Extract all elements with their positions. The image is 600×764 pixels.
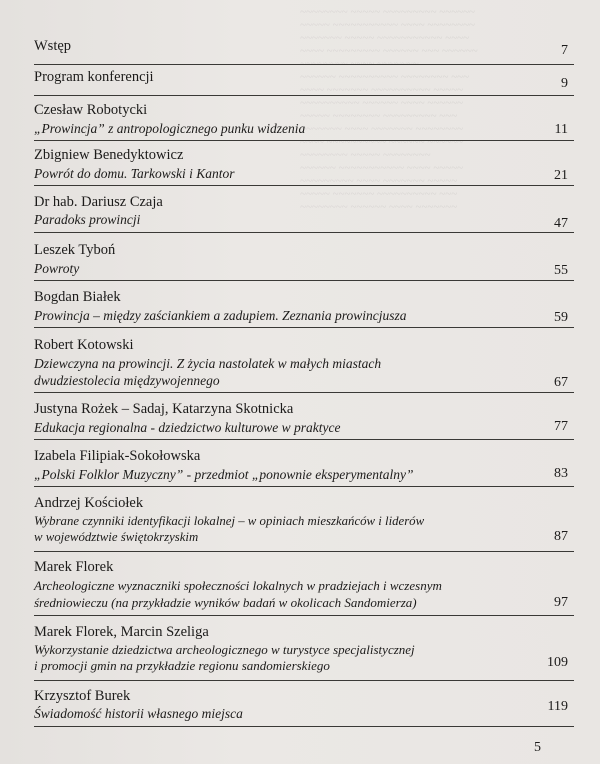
divider [34,140,574,141]
entry-title: Dziewczyna na prowincji. Z życia nastolatek w małych miastach [34,356,382,371]
entry-title: Wybrane czynniki identyfikacji lokalnej – w opiniach mieszkańców i liderów [34,514,425,528]
toc-entry [34,688,574,726]
entry-title-continued: dwudziestolecia międzywojennego [34,373,220,388]
divider [34,64,574,65]
page-number: 7 [561,43,568,58]
entry-author: Robert Kotowski [34,337,134,353]
divider [34,551,574,552]
divider [34,726,574,727]
entry-label: Program konferencji [34,69,154,85]
entry-title-continued: średniowieczu (na przykładzie wyników badań w okolicach Sandomierza) [34,595,417,610]
page-number: 97 [554,595,568,610]
page-number: 109 [547,655,568,670]
divider [34,280,574,281]
toc-entry [34,448,574,486]
toc-entry [34,147,574,185]
toc-entry [34,624,574,680]
toc-entry-program [34,69,574,95]
toc-entry [34,495,574,551]
divider [34,95,574,96]
entry-title: Paradoks prowincji [34,212,141,227]
entry-title: Powrót do domu. Tarkowski i Kantor [34,166,235,181]
divider [34,615,574,616]
entry-author: Izabela Filipiak-Sokołowska [34,448,201,464]
page-number: 77 [554,419,568,434]
divider [34,439,574,440]
page-number: 67 [554,375,568,390]
entry-author: Krzysztof Burek [34,688,131,704]
page-number: 87 [554,529,568,544]
entry-title-continued: w województwie świętokrzyskim [34,530,199,544]
page-number: 21 [554,168,568,183]
page-number: 47 [554,216,568,231]
toc-entry [34,337,574,392]
toc-entry [34,401,574,439]
entry-author: Justyna Rożek – Sadaj, Katarzyna Skotnicka [34,401,294,417]
page-number: 59 [554,310,568,325]
folio-page-number: 5 [534,740,541,755]
page-number: 83 [554,466,568,481]
entry-label: Wstęp [34,38,72,54]
divider [34,232,574,233]
page-number: 55 [554,263,568,278]
divider [34,486,574,487]
toc-entry [34,289,574,327]
page-number: 119 [547,699,568,714]
entry-title: Świadomość historii własnego miejsca [34,706,243,721]
entry-author: Czesław Robotycki [34,102,148,118]
entry-title: „Polski Folklor Muzyczny” - przedmiot „ponownie eksperymentalny” [34,467,414,482]
page-number: 11 [554,122,568,137]
entry-title-continued: i promocji gmin na przykładzie regionu sandomierskiego [34,658,330,673]
entry-title: Prowincja – między zaściankiem a zadupiem. Zeznania prowincjusza [34,308,407,323]
divider [34,185,574,186]
divider [34,392,574,393]
entry-author: Zbigniew Benedyktowicz [34,147,184,163]
entry-title: Archeologiczne wyznaczniki społeczności lokalnych w pradziejach i wczesnym [34,578,442,593]
entry-author: Bogdan Białek [34,289,121,305]
show-through-text: ~~~~~~~~ ~~~~~ ~~~~~~~~~ ~~~~~~ ~~~~~ ~~~~~~~~~~~ ~~~~ ~~~~~~~~ ~~~~~~~ ~~~~~ ~~~~~~~~~~~ ~~~~ ~~~~ ~~~~~~~~~ ~~~~~~ ~~~ ~~~~~~ ~~~~~~~~ ~~~~ ~~~~~~~ ~~~~~~ ~~~~~~~~~~ ~~~~~~~~ ~~~ ~~~~ ~~~~~~~ ~~~~~~~~~~ ~~~~~ ~~~~~~~~~~ ~~~~~~ ~~~~ ~~~~~~ ~~~~~ ~~~~~~~~ ~~~~~~~~~ ~~~ ~~~~~~~ ~~~~ ~~~~~~~ ~~~~~~~~ ~~~~ ~~~~~~~~~~ ~~~~~~ ~~~~~~ ~~~~~~~~ ~~~~~ ~~~~~~~~ ~~~~~~ ~~~~~~~~~~~ ~~~~ ~~~~~ ~~~~~~~~~ ~~~~ ~~~~~~~ ~~~~~ ~~~~~ ~~~~~~~ ~~~~~~~~~~ ~~~ ~~~~~~~~ ~~~~~~ ~~~~ ~~~~~~~ [300,6,478,213]
toc-entry [34,559,574,615]
divider [34,680,574,681]
entry-author: Marek Florek, Marcin Szeliga [34,624,209,640]
entry-title: „Prowincja” z antropologicznego punku widzenia [34,121,306,136]
entry-author: Leszek Tyboń [34,242,116,258]
entry-author: Andrzej Kościołek [34,495,144,511]
toc-entry [34,242,574,280]
entry-author: Dr hab. Dariusz Czaja [34,194,163,210]
toc-entry [34,194,574,232]
page-number: 9 [561,76,568,91]
toc-entry-intro [34,38,574,64]
entry-author: Marek Florek [34,559,114,575]
entry-title: Wykorzystanie dziedzictwa archeologicznego w turystyce specjalistycznej [34,642,415,657]
entry-title: Powroty [34,261,80,276]
divider [34,327,574,328]
entry-title: Edukacja regionalna - dziedzictwo kulturowe w praktyce [34,420,341,435]
toc-entry [34,102,574,140]
